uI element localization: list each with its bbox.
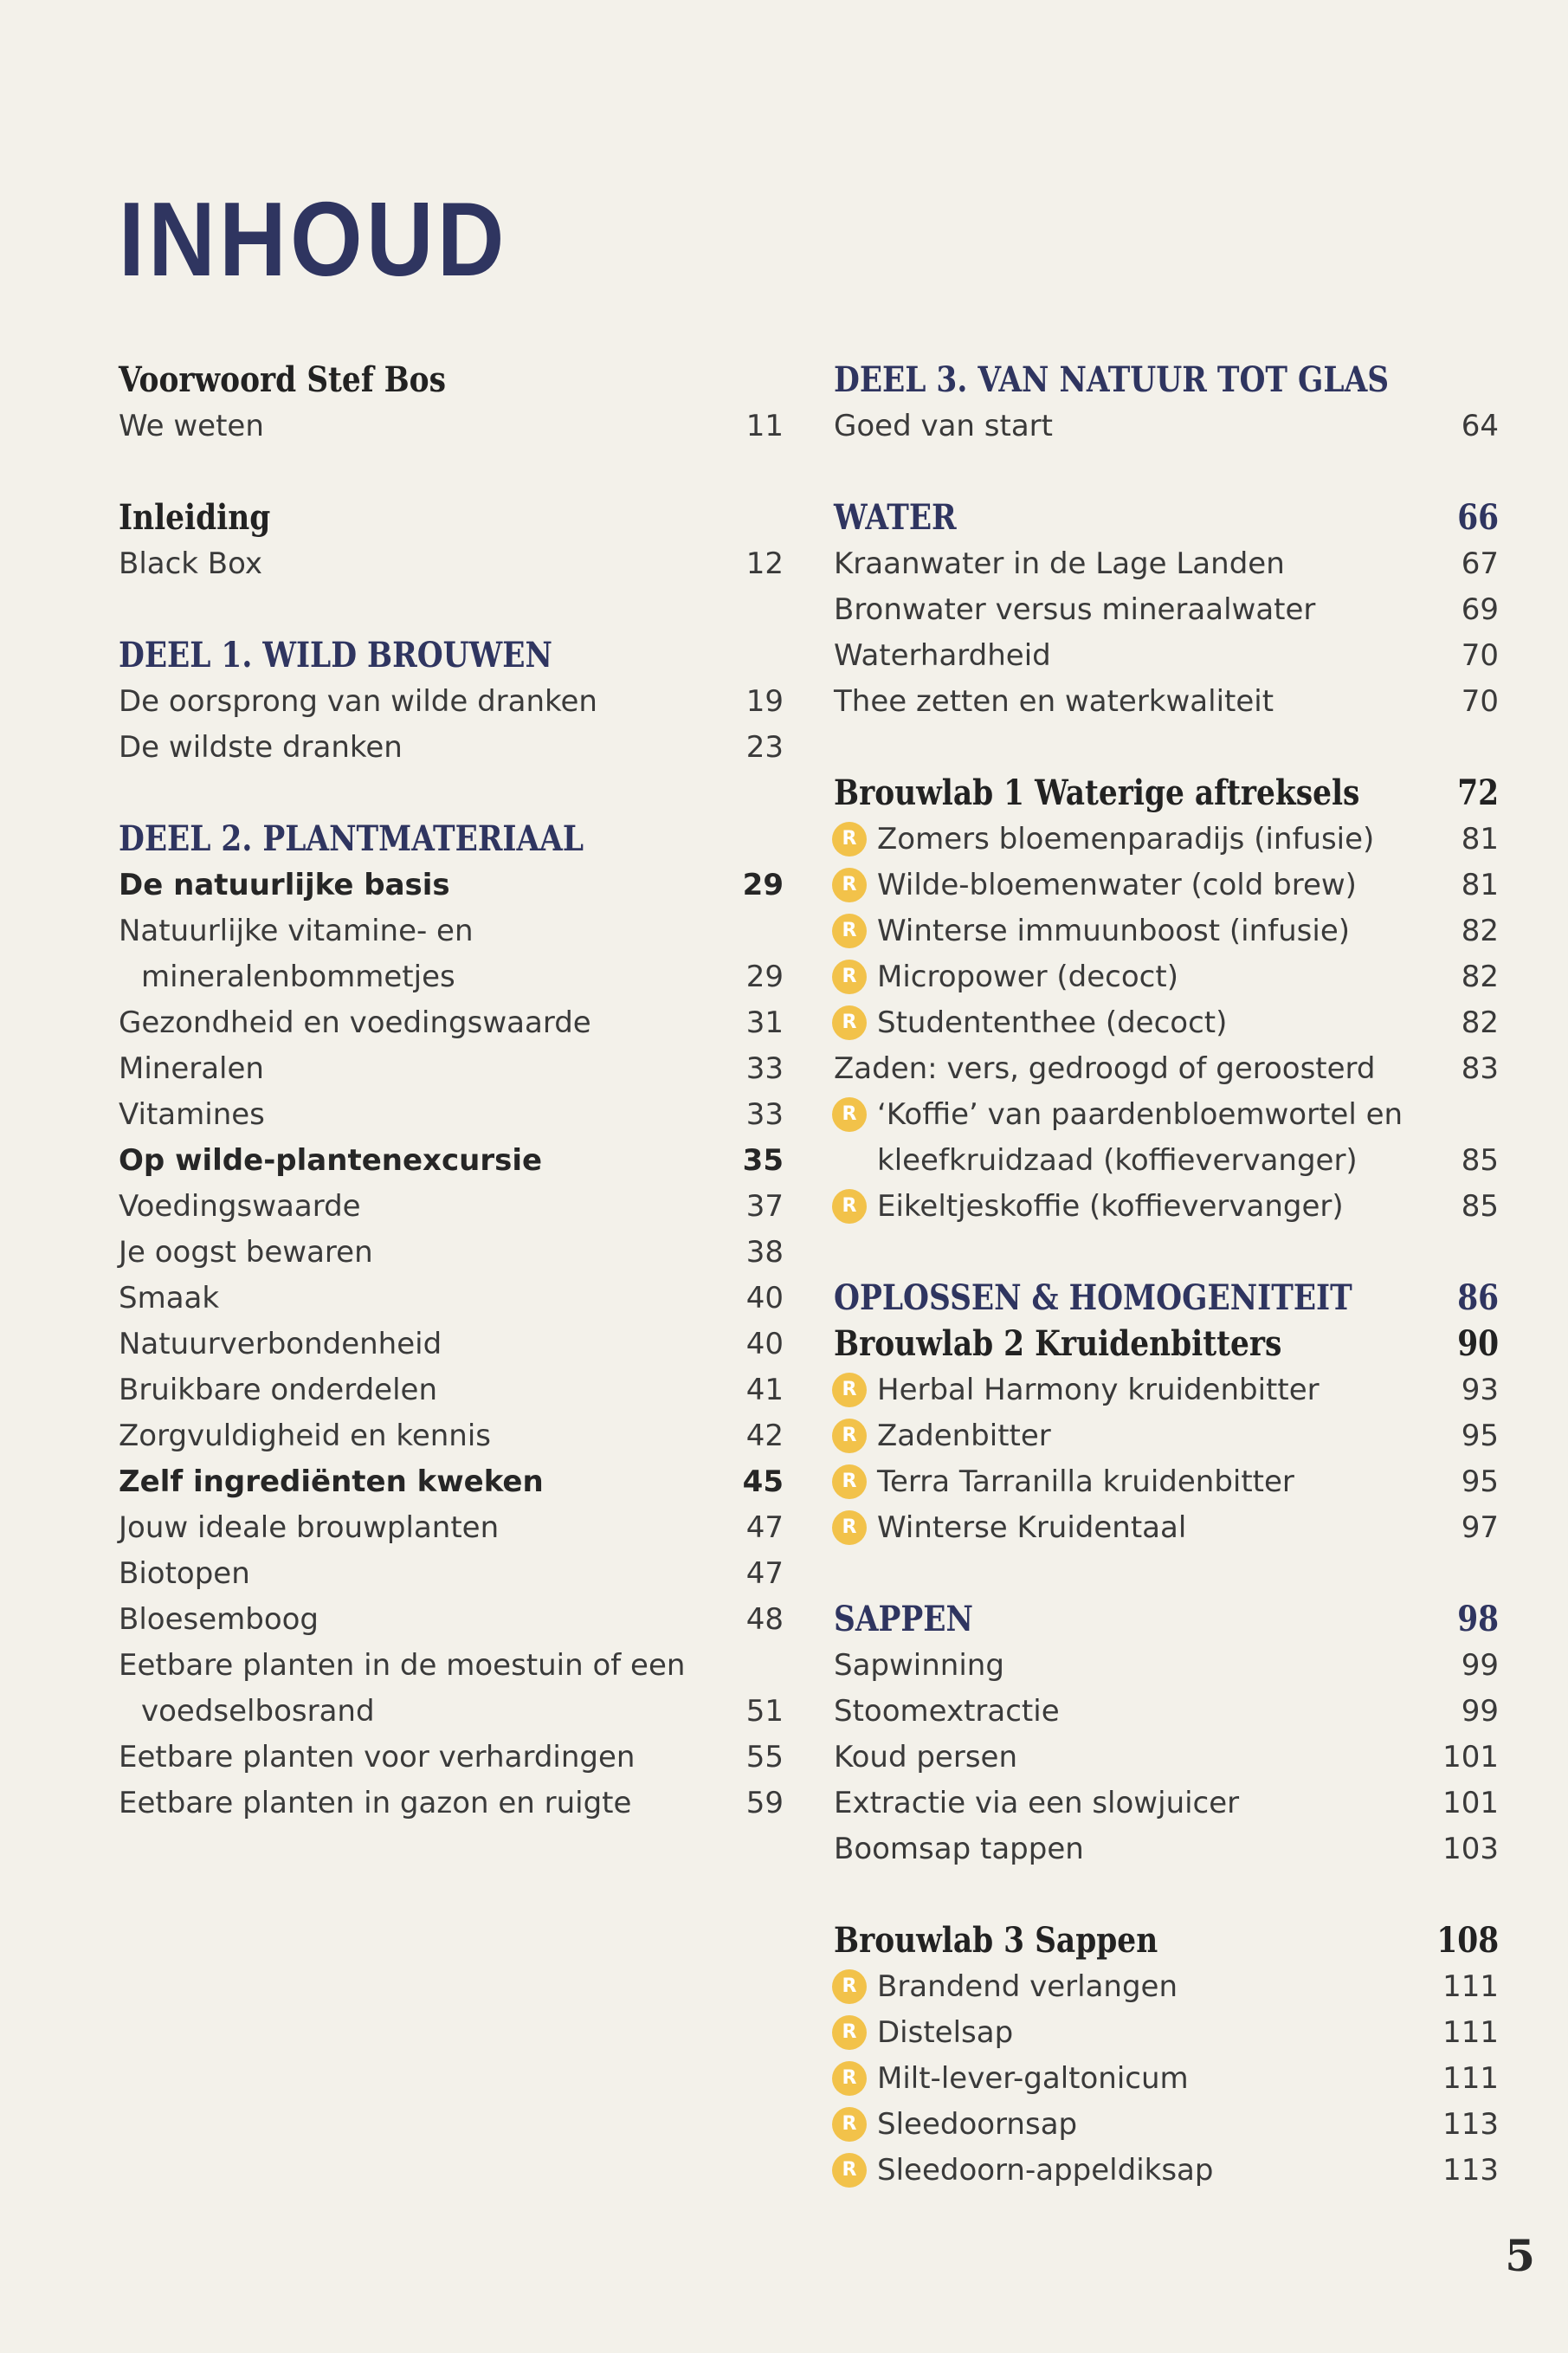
toc-page-number: 31	[745, 1005, 784, 1040]
toc-page-number: 103	[1442, 1831, 1499, 1866]
toc-page-number: 111	[1442, 2060, 1499, 2096]
toc-page-number: 86	[1457, 1277, 1500, 1318]
recipe-badge-icon: R	[832, 868, 867, 902]
toc-recipe-entry[interactable]	[834, 999, 1499, 1045]
toc-entry-title: Eetbare planten in de moestuin of een	[119, 1647, 686, 1683]
recipe-badge-icon: R	[832, 1373, 867, 1407]
toc-recipe-entry[interactable]	[834, 2147, 1499, 2193]
toc-subheading[interactable]	[119, 862, 784, 908]
toc-entry[interactable]	[119, 1367, 784, 1412]
toc-recipe-entry[interactable]	[834, 2101, 1499, 2147]
toc-part-heading[interactable]	[119, 632, 784, 678]
toc-section	[119, 632, 784, 770]
toc-entry-title: Mineralen	[119, 1050, 264, 1086]
toc-entry-title: Zaden: vers, gedroogd of geroosterd	[834, 1050, 1376, 1086]
toc-page-number: 66	[1457, 497, 1500, 538]
toc-recipe-entry[interactable]	[834, 908, 1499, 953]
toc-entry[interactable]	[834, 632, 1499, 678]
recipe-badge-icon: R	[832, 1189, 867, 1224]
toc-entry-title: Terra Tarranilla kruidenbitter	[877, 1464, 1294, 1499]
toc-entry-title: Goed van start	[834, 408, 1053, 443]
page-number: 5	[1505, 2230, 1535, 2281]
toc-page-number: 82	[1461, 959, 1499, 994]
toc-entry-title: Koud persen	[834, 1739, 1018, 1774]
toc-entry-title: We weten	[119, 408, 264, 443]
toc-entry-title: Brandend verlangen	[877, 1968, 1178, 2004]
toc-page-number: 41	[745, 1372, 784, 1407]
toc-entry-title: Inleiding	[119, 497, 271, 538]
toc-page-number: 45	[742, 1464, 784, 1499]
toc-entry[interactable]	[119, 908, 784, 953]
toc-entry[interactable]	[119, 1321, 784, 1367]
toc-page-number: 97	[1461, 1509, 1499, 1545]
recipe-badge-icon: R	[832, 2061, 867, 2096]
toc-entry-title: Voedingswaarde	[119, 1188, 361, 1224]
toc-entry-title: Sapwinning	[834, 1647, 1004, 1683]
toc-entry-title: Winterse immuunboost (infusie)	[877, 913, 1351, 948]
toc-entry-title: Herbal Harmony kruidenbitter	[877, 1372, 1320, 1407]
toc-entry-title: Bruikbare onderdelen	[119, 1372, 438, 1407]
toc-entry-title: De wildste dranken	[119, 729, 403, 765]
toc-page-number: 81	[1461, 867, 1499, 902]
toc-page-number: 40	[745, 1326, 784, 1361]
toc-entry-title: kleefkruidzaad (koffievervanger)	[877, 1142, 1358, 1178]
toc-entry-title: Eetbare planten voor verhardingen	[119, 1739, 636, 1774]
toc-page-number: 82	[1461, 913, 1499, 948]
toc-entry[interactable]	[834, 1734, 1499, 1780]
toc-entry-title: DEEL 3. VAN NATUUR TOT GLAS	[834, 359, 1390, 400]
toc-page-number: 83	[1461, 1050, 1499, 1086]
toc-left-column	[119, 357, 784, 1871]
toc-entry-title: Kraanwater in de Lage Landen	[834, 546, 1285, 581]
toc-page-number: 59	[745, 1785, 784, 1820]
toc-page-number: 67	[1461, 546, 1499, 581]
toc-entry-title: De oorsprong van wilde dranken	[119, 683, 597, 719]
toc-entry-title: Zelf ingrediënten kweken	[119, 1464, 544, 1499]
toc-section	[119, 816, 784, 1826]
toc-page-number: 23	[745, 729, 784, 765]
toc-page-number: 85	[1461, 1188, 1499, 1224]
toc-entry[interactable]	[119, 540, 784, 586]
toc-entry[interactable]	[119, 1642, 784, 1688]
toc-entry[interactable]	[119, 678, 784, 724]
toc-entry[interactable]	[119, 1504, 784, 1550]
toc-section	[834, 495, 1499, 724]
toc-page-number: 29	[742, 867, 784, 902]
toc-section	[834, 1596, 1499, 1871]
toc-entry-title: Smaak	[119, 1280, 220, 1315]
toc-page-number: 11	[745, 408, 784, 443]
toc-entry-title: ‘Koffie’ van paardenbloemwortel en	[877, 1096, 1403, 1132]
toc-page-number: 99	[1461, 1647, 1499, 1683]
toc-entry-title: Distelsap	[877, 2014, 1014, 2050]
toc-subheading[interactable]	[119, 1137, 784, 1183]
toc-entry-title: Thee zetten en waterkwaliteit	[834, 683, 1274, 719]
toc-entry[interactable]	[834, 1642, 1499, 1688]
toc-entry[interactable]	[119, 1596, 784, 1642]
toc-entry-title: Brouwlab 1 Waterige aftreksels	[834, 772, 1360, 813]
recipe-badge-icon: R	[832, 1097, 867, 1132]
recipe-badge-icon: R	[832, 1969, 867, 2004]
toc-recipe-entry[interactable]	[834, 1183, 1499, 1229]
toc-page-number: 113	[1442, 2106, 1499, 2142]
toc-page-number: 69	[1461, 591, 1499, 627]
toc-entry-title: Natuurverbondenheid	[119, 1326, 442, 1361]
toc-part-heading[interactable]	[834, 1275, 1499, 1321]
toc-page-number: 93	[1461, 1372, 1499, 1407]
recipe-badge-icon: R	[832, 2153, 867, 2188]
toc-recipe-entry[interactable]	[834, 816, 1499, 862]
toc-entry[interactable]	[834, 540, 1499, 586]
toc-entry[interactable]	[119, 1183, 784, 1229]
toc-recipe-entry[interactable]	[834, 1367, 1499, 1412]
toc-entry[interactable]	[119, 1550, 784, 1596]
toc-entry-title: Natuurlijke vitamine- en	[119, 913, 474, 948]
toc-entry-title: Zadenbitter	[877, 1418, 1051, 1453]
toc-page-number: 38	[745, 1234, 784, 1270]
toc-entry-title: Boomsap tappen	[834, 1831, 1084, 1866]
toc-page-number: 47	[745, 1509, 784, 1545]
toc-entry[interactable]	[119, 403, 784, 449]
toc-entry[interactable]	[834, 403, 1499, 449]
toc-entry-title: De natuurlijke basis	[119, 867, 450, 902]
toc-page-number: 29	[745, 959, 784, 994]
toc-entry-title: Eikeltjeskoffie (koffievervanger)	[877, 1188, 1344, 1224]
toc-subheading[interactable]	[119, 1458, 784, 1504]
toc-entry-title: DEEL 1. WILD BROUWEN	[119, 635, 552, 676]
toc-page-number: 111	[1442, 1968, 1499, 2004]
toc-chapter-heading[interactable]	[119, 357, 784, 403]
toc-recipe-entry[interactable]	[834, 1137, 1499, 1183]
toc-page-number: 108	[1436, 1920, 1500, 1961]
toc-part-heading[interactable]	[834, 1596, 1499, 1642]
toc-page-number: 98	[1457, 1599, 1500, 1639]
toc-entry-title: Biotopen	[119, 1555, 250, 1591]
toc-entry-title: voedselbosrand	[141, 1693, 375, 1729]
toc-entry[interactable]	[119, 1275, 784, 1321]
toc-page-number: 70	[1461, 683, 1499, 719]
toc-entry-title: Brouwlab 3 Sappen	[834, 1920, 1158, 1961]
toc-page-number: 111	[1442, 2014, 1499, 2050]
toc-page-number: 12	[745, 546, 784, 581]
toc-entry-title: OPLOSSEN & HOMOGENITEIT	[834, 1277, 1352, 1318]
toc-page-number: 99	[1461, 1693, 1499, 1729]
toc-page-number: 64	[1461, 408, 1499, 443]
toc-entry[interactable]	[119, 1412, 784, 1458]
toc-page-number: 90	[1457, 1323, 1500, 1364]
recipe-badge-icon: R	[832, 1419, 867, 1453]
toc-entry[interactable]	[119, 1045, 784, 1091]
toc-entry[interactable]	[834, 1688, 1499, 1734]
toc-page-number: 95	[1461, 1418, 1499, 1453]
toc-page-number: 101	[1442, 1785, 1499, 1820]
toc-entry-title: Waterhardheid	[834, 637, 1051, 673]
toc-entry[interactable]	[834, 1826, 1499, 1871]
toc-entry-title: Zomers bloemenparadijs (infusie)	[877, 821, 1375, 857]
toc-entry-title: Winterse Kruidentaal	[877, 1509, 1187, 1545]
toc-page-number: 19	[745, 683, 784, 719]
toc-page-number: 55	[745, 1739, 784, 1774]
toc-entry-title: Bronwater versus mineraalwater	[834, 591, 1316, 627]
toc-entry[interactable]	[119, 1229, 784, 1275]
toc-recipe-entry[interactable]	[834, 862, 1499, 908]
page-title: INHOUD	[119, 180, 508, 298]
toc-section	[834, 1275, 1499, 1550]
toc-entry-title: mineralenbommetjes	[141, 959, 455, 994]
toc-recipe-entry[interactable]	[834, 953, 1499, 999]
toc-entry[interactable]	[834, 1780, 1499, 1826]
toc-page-number: 51	[745, 1693, 784, 1729]
toc-entry-title: SAPPEN	[834, 1599, 973, 1639]
toc-entry[interactable]	[119, 1734, 784, 1780]
toc-page-number: 48	[745, 1601, 784, 1637]
toc-recipe-entry[interactable]	[834, 2055, 1499, 2101]
toc-page-number: 37	[745, 1188, 784, 1224]
toc-chapter-heading[interactable]	[834, 1321, 1499, 1367]
toc-recipe-entry[interactable]	[834, 2009, 1499, 2055]
toc-entry-title: Wilde-bloemenwater (cold brew)	[877, 867, 1357, 902]
toc-entry-title: Micropower (decoct)	[877, 959, 1178, 994]
toc-entry[interactable]	[119, 1091, 784, 1137]
toc-page-number: 85	[1461, 1142, 1499, 1178]
toc-page-number: 35	[742, 1142, 784, 1178]
recipe-badge-icon: R	[832, 1005, 867, 1040]
toc-section	[119, 357, 784, 449]
recipe-badge-icon: R	[832, 2015, 867, 2050]
recipe-badge-icon: R	[832, 960, 867, 994]
recipe-badge-icon: R	[832, 914, 867, 948]
recipe-badge-icon: R	[832, 1510, 867, 1545]
toc-entry-title: Milt-lever-galtonicum	[877, 2060, 1189, 2096]
toc-entry-title: Eetbare planten in gazon en ruigte	[119, 1785, 632, 1820]
toc-page-number: 82	[1461, 1005, 1499, 1040]
toc-entry-title: Brouwlab 2 Kruidenbitters	[834, 1323, 1282, 1364]
toc-page-number: 33	[745, 1096, 784, 1132]
toc-entry-title: Vitamines	[119, 1096, 265, 1132]
toc-entry-title: DEEL 2. PLANTMATERIAAL	[119, 818, 584, 859]
toc-entry-title: Je oogst bewaren	[119, 1234, 373, 1270]
toc-entry-title: Gezondheid en voedingswaarde	[119, 1005, 591, 1040]
toc-page-number: 42	[745, 1418, 784, 1453]
toc-page-number: 101	[1442, 1739, 1499, 1774]
toc-entry[interactable]	[119, 724, 784, 770]
toc-recipe-entry[interactable]	[834, 1091, 1499, 1137]
toc-recipe-entry[interactable]	[834, 1504, 1499, 1550]
toc-chapter-heading[interactable]	[119, 495, 784, 540]
toc-page-number: 40	[745, 1280, 784, 1315]
toc-page-number: 33	[745, 1050, 784, 1086]
toc-section	[119, 495, 784, 586]
toc-page-number: 81	[1461, 821, 1499, 857]
toc-page-number: 72	[1457, 772, 1500, 813]
toc-page-number: 95	[1461, 1464, 1499, 1499]
toc-entry-continued[interactable]	[119, 1688, 784, 1734]
toc-entry[interactable]	[834, 678, 1499, 724]
toc-chapter-heading[interactable]	[834, 1917, 1499, 1963]
toc-part-heading[interactable]	[834, 495, 1499, 540]
toc-recipe-entry[interactable]	[834, 1963, 1499, 2009]
toc-entry-title: Bloesemboog	[119, 1601, 319, 1637]
recipe-badge-icon: R	[832, 2107, 867, 2142]
toc-entry-title: Sleedoorn-appeldiksap	[877, 2152, 1214, 2188]
toc-entry-continued[interactable]	[119, 953, 784, 999]
toc-entry[interactable]	[119, 999, 784, 1045]
toc-entry[interactable]	[834, 586, 1499, 632]
toc-recipe-entry[interactable]	[834, 1412, 1499, 1458]
toc-entry-title: Jouw ideale brouwplanten	[119, 1509, 500, 1545]
toc-entry-title: Black Box	[119, 546, 262, 581]
toc-chapter-heading[interactable]	[834, 770, 1499, 816]
toc-entry-title: Studententhee (decoct)	[877, 1005, 1228, 1040]
toc-page-number: 70	[1461, 637, 1499, 673]
toc-section	[834, 357, 1499, 449]
toc-right-column	[834, 357, 1499, 2239]
toc-entry[interactable]	[119, 1780, 784, 1826]
toc-entry[interactable]	[834, 1045, 1499, 1091]
toc-entry-title: Voorwoord Stef Bos	[119, 359, 446, 400]
recipe-badge-icon: R	[832, 1464, 867, 1499]
toc-part-heading[interactable]	[119, 816, 784, 862]
toc-entry-title: Sleedoornsap	[877, 2106, 1078, 2142]
toc-entry-title: Stoomextractie	[834, 1693, 1060, 1729]
toc-recipe-entry[interactable]	[834, 1458, 1499, 1504]
toc-section	[834, 770, 1499, 1229]
toc-entry-title: Op wilde-plantenexcursie	[119, 1142, 543, 1178]
recipe-badge-icon: R	[832, 822, 867, 857]
toc-entry-title: WATER	[834, 497, 957, 538]
toc-entry-title: Extractie via een slowjuicer	[834, 1785, 1240, 1820]
toc-section	[834, 1917, 1499, 2193]
toc-page-number: 47	[745, 1555, 784, 1591]
toc-part-heading[interactable]	[834, 357, 1499, 403]
toc-page-number: 113	[1442, 2152, 1499, 2188]
toc-entry-title: Zorgvuldigheid en kennis	[119, 1418, 492, 1453]
